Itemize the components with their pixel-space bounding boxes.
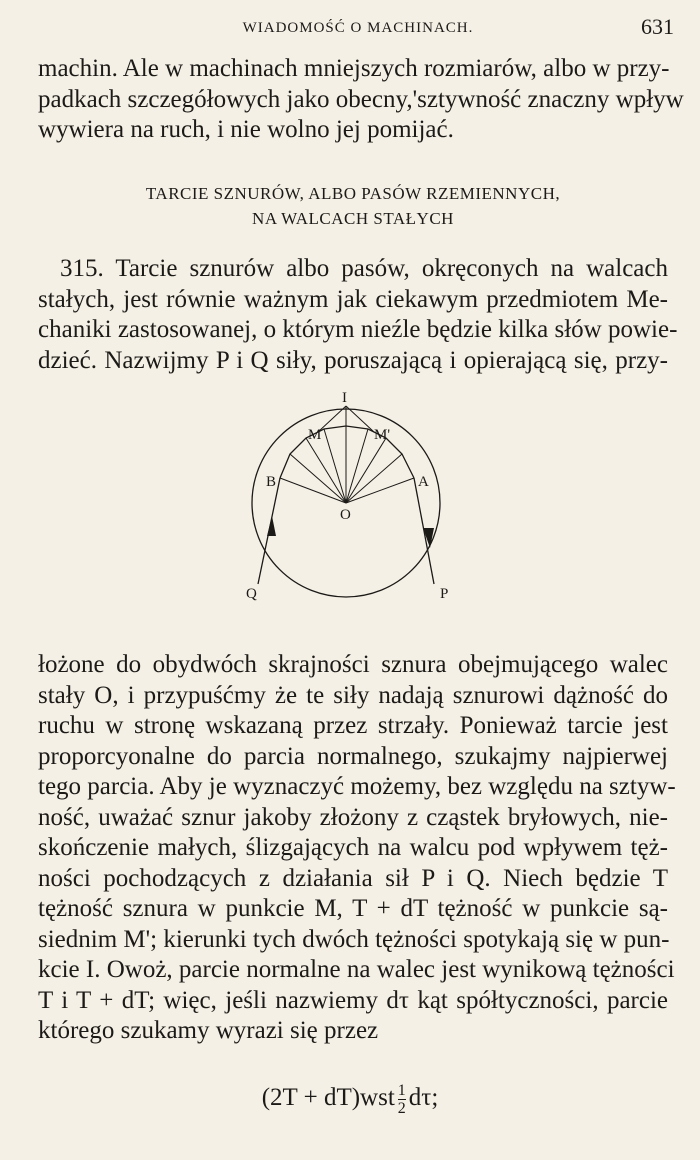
label-i: I bbox=[342, 390, 347, 406]
text-line: 315. Tarcie sznurów albo pasów, okręconych na walcach bbox=[60, 255, 668, 282]
label-m-prime: M' bbox=[374, 427, 391, 443]
text-line: chaniki zastosowanej, o którym nieźle będzie kilka słów powie- bbox=[38, 316, 678, 343]
label-q: Q bbox=[246, 586, 257, 602]
label-b: B bbox=[266, 474, 277, 490]
fraction-half bbox=[398, 1082, 406, 1117]
pulley-figure bbox=[230, 388, 470, 608]
intro-paragraph bbox=[38, 54, 684, 146]
formula-left: (2T + dT)wst bbox=[261, 1084, 395, 1112]
text-line: siednim M'; kierunki tych dwóch tężności spotykają się w pun- bbox=[38, 925, 670, 953]
label-a: A bbox=[418, 474, 429, 490]
radius-line bbox=[280, 478, 346, 503]
text-line: machin. Ale w machinach mniejszych rozmiarów, albo w przy- bbox=[38, 55, 670, 82]
text-line: dzieć. Nazwijmy P i Q siły, poruszającą i opierającą się, przy- bbox=[38, 346, 668, 374]
text-line: kcie I. Owoż, parcie normalne na walec jest wynikową tężności bbox=[38, 956, 675, 983]
text-line: którego szukamy wyrazi się przez bbox=[38, 1017, 379, 1044]
radius-line bbox=[324, 429, 346, 503]
text-line: skończenie małych, ślizgających na walcu pod wpływem tęż- bbox=[38, 834, 668, 861]
text-line: proporcyonalne do parcia normalnego, szukajmy najpierwej bbox=[38, 742, 668, 770]
text-line: stałych, jest równie ważnym jak ciekawym przedmiotem Me- bbox=[38, 285, 668, 313]
radius-line bbox=[346, 438, 386, 503]
text-line: ności pochodzących z działania sił P i Q. Niech będzie T bbox=[38, 864, 668, 892]
formula bbox=[0, 1082, 700, 1117]
text-line: łożone do obydwóch skrajności sznura obejmującego walec bbox=[38, 651, 668, 678]
radius-line bbox=[346, 429, 368, 503]
formula-right: dτ; bbox=[408, 1084, 439, 1112]
text-line: stały O, i przypuśćmy że te siły nadają sznurowi dążność do bbox=[38, 681, 668, 709]
text-line: ność, uważać sznur jakoby złożony z cząstek bryłowych, nie- bbox=[38, 803, 668, 831]
page-number: 631 bbox=[641, 14, 674, 39]
paragraph-315 bbox=[38, 254, 678, 376]
paragraph-continued bbox=[38, 650, 676, 1047]
radius-line bbox=[346, 478, 414, 503]
page-header bbox=[38, 14, 678, 44]
fraction-numerator: 1 bbox=[397, 1082, 406, 1099]
label-m: M bbox=[308, 427, 322, 443]
radius-line bbox=[306, 438, 346, 503]
arrow-q-up bbox=[267, 516, 276, 536]
fraction-denominator: 2 bbox=[397, 1100, 406, 1117]
text-line: wywiera na ruch, i nie wolno jej pomijać. bbox=[38, 116, 454, 143]
radius-line bbox=[290, 454, 346, 503]
arrow-p-down bbox=[423, 528, 434, 548]
radius-line bbox=[346, 454, 402, 503]
section-heading-line-2: NA WALCACH STAŁYCH bbox=[252, 209, 454, 228]
text-line: ruchu w stronę wskazaną przez strzały. Ponieważ tarcie jest bbox=[38, 712, 668, 739]
text-line: tego parcia. Aby je wyznaczyć możemy, bez względu na sztyw- bbox=[38, 773, 676, 800]
rope-polyline bbox=[280, 426, 414, 478]
label-p: P bbox=[440, 586, 449, 602]
running-head: WIADOMOŚĆ O MACHINACH. bbox=[242, 20, 474, 36]
text-line: tężność sznura w punkcie M, T + dT tężność w punkcie są- bbox=[38, 895, 668, 922]
label-o: O bbox=[340, 507, 351, 523]
section-heading-line-1: TARCIE SZNURÓW, ALBO PASÓW RZEMIENNYCH, bbox=[145, 184, 561, 203]
text-line: padkach szczegółowych jako obecny,'sztywność znaczny wpływ bbox=[38, 85, 684, 113]
text-line: T i T + dT; więc, jeśli nazwiemy dτ kąt spółtyczności, parcie bbox=[38, 986, 668, 1014]
